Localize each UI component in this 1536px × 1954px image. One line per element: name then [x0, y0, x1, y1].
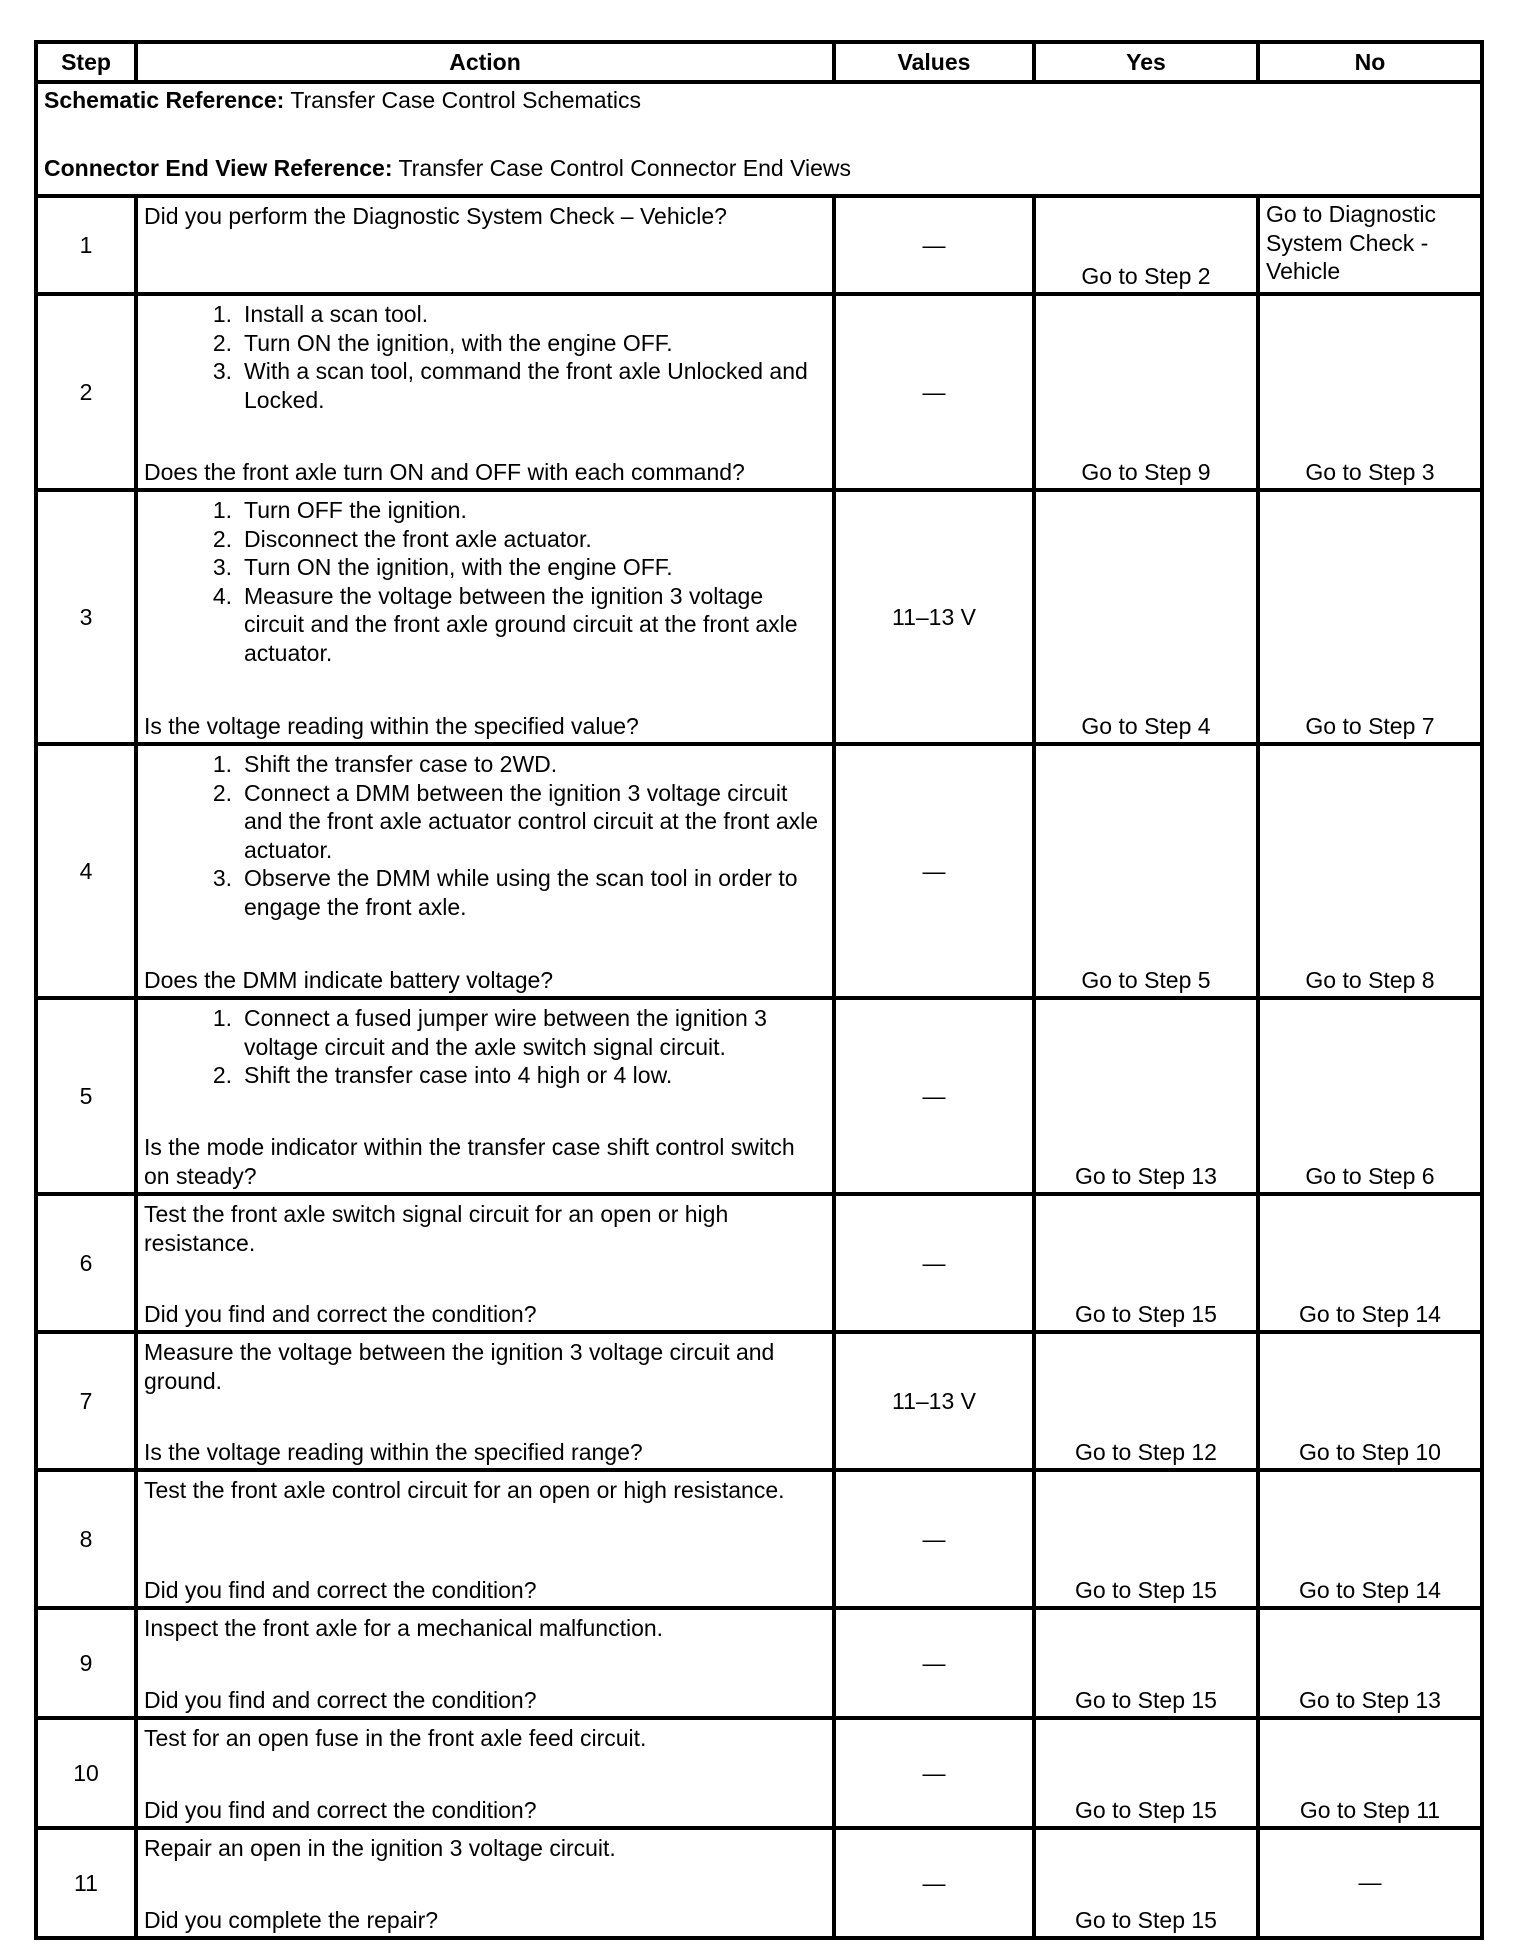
action-cell: [136, 1608, 834, 1718]
action-instruction: Did you perform the Diagnostic System Check – Vehicle?: [144, 203, 727, 229]
action-content: [144, 1724, 826, 1824]
procedure-number: 1.: [212, 301, 232, 327]
action-cell: [136, 1828, 834, 1938]
yes-action[interactable]: Go to Step 15: [1034, 1470, 1258, 1608]
procedure-list: [144, 496, 826, 667]
no-action[interactable]: Go to Step 7: [1258, 490, 1482, 744]
no-action[interactable]: Go to Step 10: [1258, 1332, 1482, 1470]
header-values: Values: [834, 42, 1034, 82]
procedure-item: [144, 553, 826, 582]
action-question: Is the voltage reading within the specified value?: [144, 712, 639, 739]
procedure-item: [144, 329, 826, 358]
action-content: [144, 496, 826, 740]
schematic-reference-link[interactable]: Transfer Case Control Schematics: [290, 87, 641, 113]
procedure-item: [144, 750, 826, 779]
yes-action[interactable]: Go to Step 9: [1034, 294, 1258, 490]
action-question: Is the voltage reading within the specified range?: [144, 1438, 643, 1465]
yes-action[interactable]: Go to Step 13: [1034, 998, 1258, 1194]
procedure-text: Turn ON the ignition, with the engine OFF.: [244, 329, 673, 356]
action-cell: [136, 1470, 834, 1608]
step-number: 10: [36, 1718, 136, 1828]
action-top: [144, 1200, 826, 1257]
value-cell: —: [834, 1470, 1034, 1608]
procedure-text: With a scan tool, command the front axle Unlocked and Locked.: [244, 358, 808, 413]
header-yes: Yes: [1034, 42, 1258, 82]
table-row: [36, 1718, 1482, 1828]
action-question: Did you find and correct the condition?: [144, 1686, 537, 1713]
procedure-number: 3.: [212, 554, 232, 580]
action-content: [144, 1200, 826, 1328]
yes-action[interactable]: Go to Step 4: [1034, 490, 1258, 744]
value-cell: —: [834, 998, 1034, 1194]
step-number: 5: [36, 998, 136, 1194]
action-question: Is the mode indicator within the transfer case shift control switch on steady?: [144, 1134, 795, 1189]
table-row: [36, 196, 1482, 294]
table-row: [36, 1608, 1482, 1718]
no-action[interactable]: Go to Step 14: [1258, 1470, 1482, 1608]
yes-action[interactable]: Go to Step 15: [1034, 1194, 1258, 1332]
procedure-text: Disconnect the front axle actuator.: [244, 525, 592, 552]
value-cell: —: [834, 1194, 1034, 1332]
procedure-number: 1.: [212, 1005, 232, 1031]
step-number: 1: [36, 196, 136, 294]
action-question: Did you find and correct the condition?: [144, 1796, 537, 1823]
action-top: [144, 202, 826, 231]
no-action[interactable]: Go to Step 13: [1258, 1608, 1482, 1718]
procedure-text: Measure the voltage between the ignition 3 voltage circuit and the front axle ground circuit at the front axle actuator.: [244, 582, 798, 666]
yes-action[interactable]: Go to Step 15: [1034, 1718, 1258, 1828]
yes-action[interactable]: Go to Step 15: [1034, 1608, 1258, 1718]
procedure-item: [144, 1061, 826, 1090]
action-cell: [136, 998, 834, 1194]
action-cell: [136, 294, 834, 490]
header-no: No: [1258, 42, 1482, 82]
action-cell: [136, 1332, 834, 1470]
procedure-item: [144, 779, 826, 865]
table-row: [36, 294, 1482, 490]
step-number: 6: [36, 1194, 136, 1332]
no-action[interactable]: Go to Diagnostic System Check - Vehicle: [1258, 196, 1482, 294]
action-content: [144, 750, 826, 994]
header-row: [36, 42, 1482, 82]
step-number: 2: [36, 294, 136, 490]
action-instruction: Measure the voltage between the ignition 3 voltage circuit and ground.: [144, 1339, 775, 1394]
procedure-item: [144, 357, 826, 414]
procedure-number: 3.: [212, 358, 232, 384]
procedure-item: [144, 300, 826, 329]
step-number: 11: [36, 1828, 136, 1938]
procedure-list: [144, 750, 826, 921]
procedure-number: 1.: [212, 751, 232, 777]
procedure-item: [144, 525, 826, 554]
step-number: 8: [36, 1470, 136, 1608]
action-instruction: Test for an open fuse in the front axle feed circuit.: [144, 1725, 647, 1751]
action-question: Does the front axle turn ON and OFF with each command?: [144, 458, 745, 485]
reference-cell: [36, 82, 1482, 196]
yes-action[interactable]: Go to Step 12: [1034, 1332, 1258, 1470]
procedure-list: [144, 300, 826, 414]
action-top: [144, 750, 826, 921]
procedure-list: [144, 1004, 826, 1090]
procedure-text: Connect a fused jumper wire between the ignition 3 voltage circuit and the axle switch signal circuit.: [244, 1005, 767, 1060]
action-content: [144, 1004, 826, 1190]
table-row: [36, 998, 1482, 1194]
schematic-reference: [44, 86, 1474, 115]
action-content: [144, 1338, 826, 1466]
no-action[interactable]: Go to Step 8: [1258, 744, 1482, 998]
action-cell: [136, 1194, 834, 1332]
action-top: [144, 1724, 826, 1753]
action-instruction: Test the front axle switch signal circuit for an open or high resistance.: [144, 1201, 729, 1256]
action-top: [144, 1338, 826, 1395]
procedure-item: [144, 496, 826, 525]
procedure-number: 1.: [212, 497, 232, 523]
table-row: [36, 1194, 1482, 1332]
no-action[interactable]: Go to Step 11: [1258, 1718, 1482, 1828]
action-cell: [136, 1718, 834, 1828]
value-cell: —: [834, 196, 1034, 294]
action-content: [144, 1476, 826, 1604]
action-content: [144, 300, 826, 486]
step-number: 9: [36, 1608, 136, 1718]
procedure-item: [144, 864, 826, 921]
procedure-item: [144, 582, 826, 668]
action-content: [144, 202, 826, 290]
diagnostic-table: [34, 40, 1484, 1940]
step-number: 3: [36, 490, 136, 744]
value-cell: 11–13 V: [834, 490, 1034, 744]
action-cell: [136, 196, 834, 294]
action-instruction: Repair an open in the ignition 3 voltage circuit.: [144, 1835, 616, 1861]
connector-reference-link[interactable]: Transfer Case Control Connector End Views: [398, 154, 852, 181]
yes-action[interactable]: Go to Step 5: [1034, 744, 1258, 998]
action-top: [144, 496, 826, 667]
procedure-text: Turn ON the ignition, with the engine OFF.: [244, 554, 673, 580]
connector-reference: [44, 154, 1474, 183]
procedure-text: Connect a DMM between the ignition 3 voltage circuit and the front axle actuator control circuit at the front axle actuator.: [244, 779, 819, 863]
value-cell: —: [834, 1608, 1034, 1718]
table-row: [36, 1828, 1482, 1938]
value-cell: —: [834, 1718, 1034, 1828]
action-content: [144, 1614, 826, 1714]
action-top: [144, 1476, 826, 1505]
action-instruction: Test the front axle control circuit for an open or high resistance.: [144, 1477, 785, 1503]
action-question: Did you complete the repair?: [144, 1906, 439, 1933]
header-action: Action: [136, 42, 834, 82]
value-cell: 11–13 V: [834, 1332, 1034, 1470]
table-row: [36, 1332, 1482, 1470]
procedure-number: 3.: [212, 865, 232, 891]
action-top: [144, 1004, 826, 1090]
schematic-reference-label: Schematic Reference:: [44, 87, 285, 113]
action-content: [144, 1834, 826, 1934]
header-step: Step: [36, 42, 136, 82]
action-top: [144, 300, 826, 414]
procedure-text: Shift the transfer case into 4 high or 4 low.: [244, 1062, 673, 1088]
no-action[interactable]: Go to Step 14: [1258, 1194, 1482, 1332]
action-top: [144, 1834, 826, 1863]
yes-action[interactable]: Go to Step 15: [1034, 1828, 1258, 1938]
value-cell: —: [834, 1828, 1034, 1938]
action-cell: [136, 744, 834, 998]
action-top: [144, 1614, 826, 1643]
procedure-item: [144, 1004, 826, 1061]
procedure-number: 2.: [212, 525, 232, 552]
action-instruction: Inspect the front axle for a mechanical malfunction.: [144, 1615, 664, 1641]
procedure-number: 2.: [212, 779, 232, 806]
reference-row: [36, 82, 1482, 196]
action-question: Did you find and correct the condition?: [144, 1300, 537, 1327]
procedure-number: 2.: [212, 329, 232, 356]
action-cell: [136, 490, 834, 744]
procedure-text: Shift the transfer case to 2WD.: [244, 751, 558, 777]
table-row: [36, 490, 1482, 744]
value-cell: —: [834, 744, 1034, 998]
no-action: —: [1258, 1828, 1482, 1938]
procedure-text: Install a scan tool.: [244, 301, 429, 327]
table-row: [36, 744, 1482, 998]
value-cell: —: [834, 294, 1034, 490]
action-question: Did you find and correct the condition?: [144, 1576, 537, 1603]
step-number: 4: [36, 744, 136, 998]
procedure-text: Observe the DMM while using the scan tool in order to engage the front axle.: [244, 865, 798, 920]
table-row: [36, 1470, 1482, 1608]
procedure-number: 2.: [212, 1062, 232, 1088]
connector-reference-label: Connector End View Reference:: [44, 154, 393, 181]
procedure-text: Turn OFF the ignition.: [244, 497, 467, 523]
procedure-number: 4.: [212, 582, 232, 609]
no-action[interactable]: Go to Step 3: [1258, 294, 1482, 490]
action-question: Does the DMM indicate battery voltage?: [144, 966, 554, 993]
yes-action[interactable]: Go to Step 2: [1034, 196, 1258, 294]
no-action[interactable]: Go to Step 6: [1258, 998, 1482, 1194]
step-number: 7: [36, 1332, 136, 1470]
